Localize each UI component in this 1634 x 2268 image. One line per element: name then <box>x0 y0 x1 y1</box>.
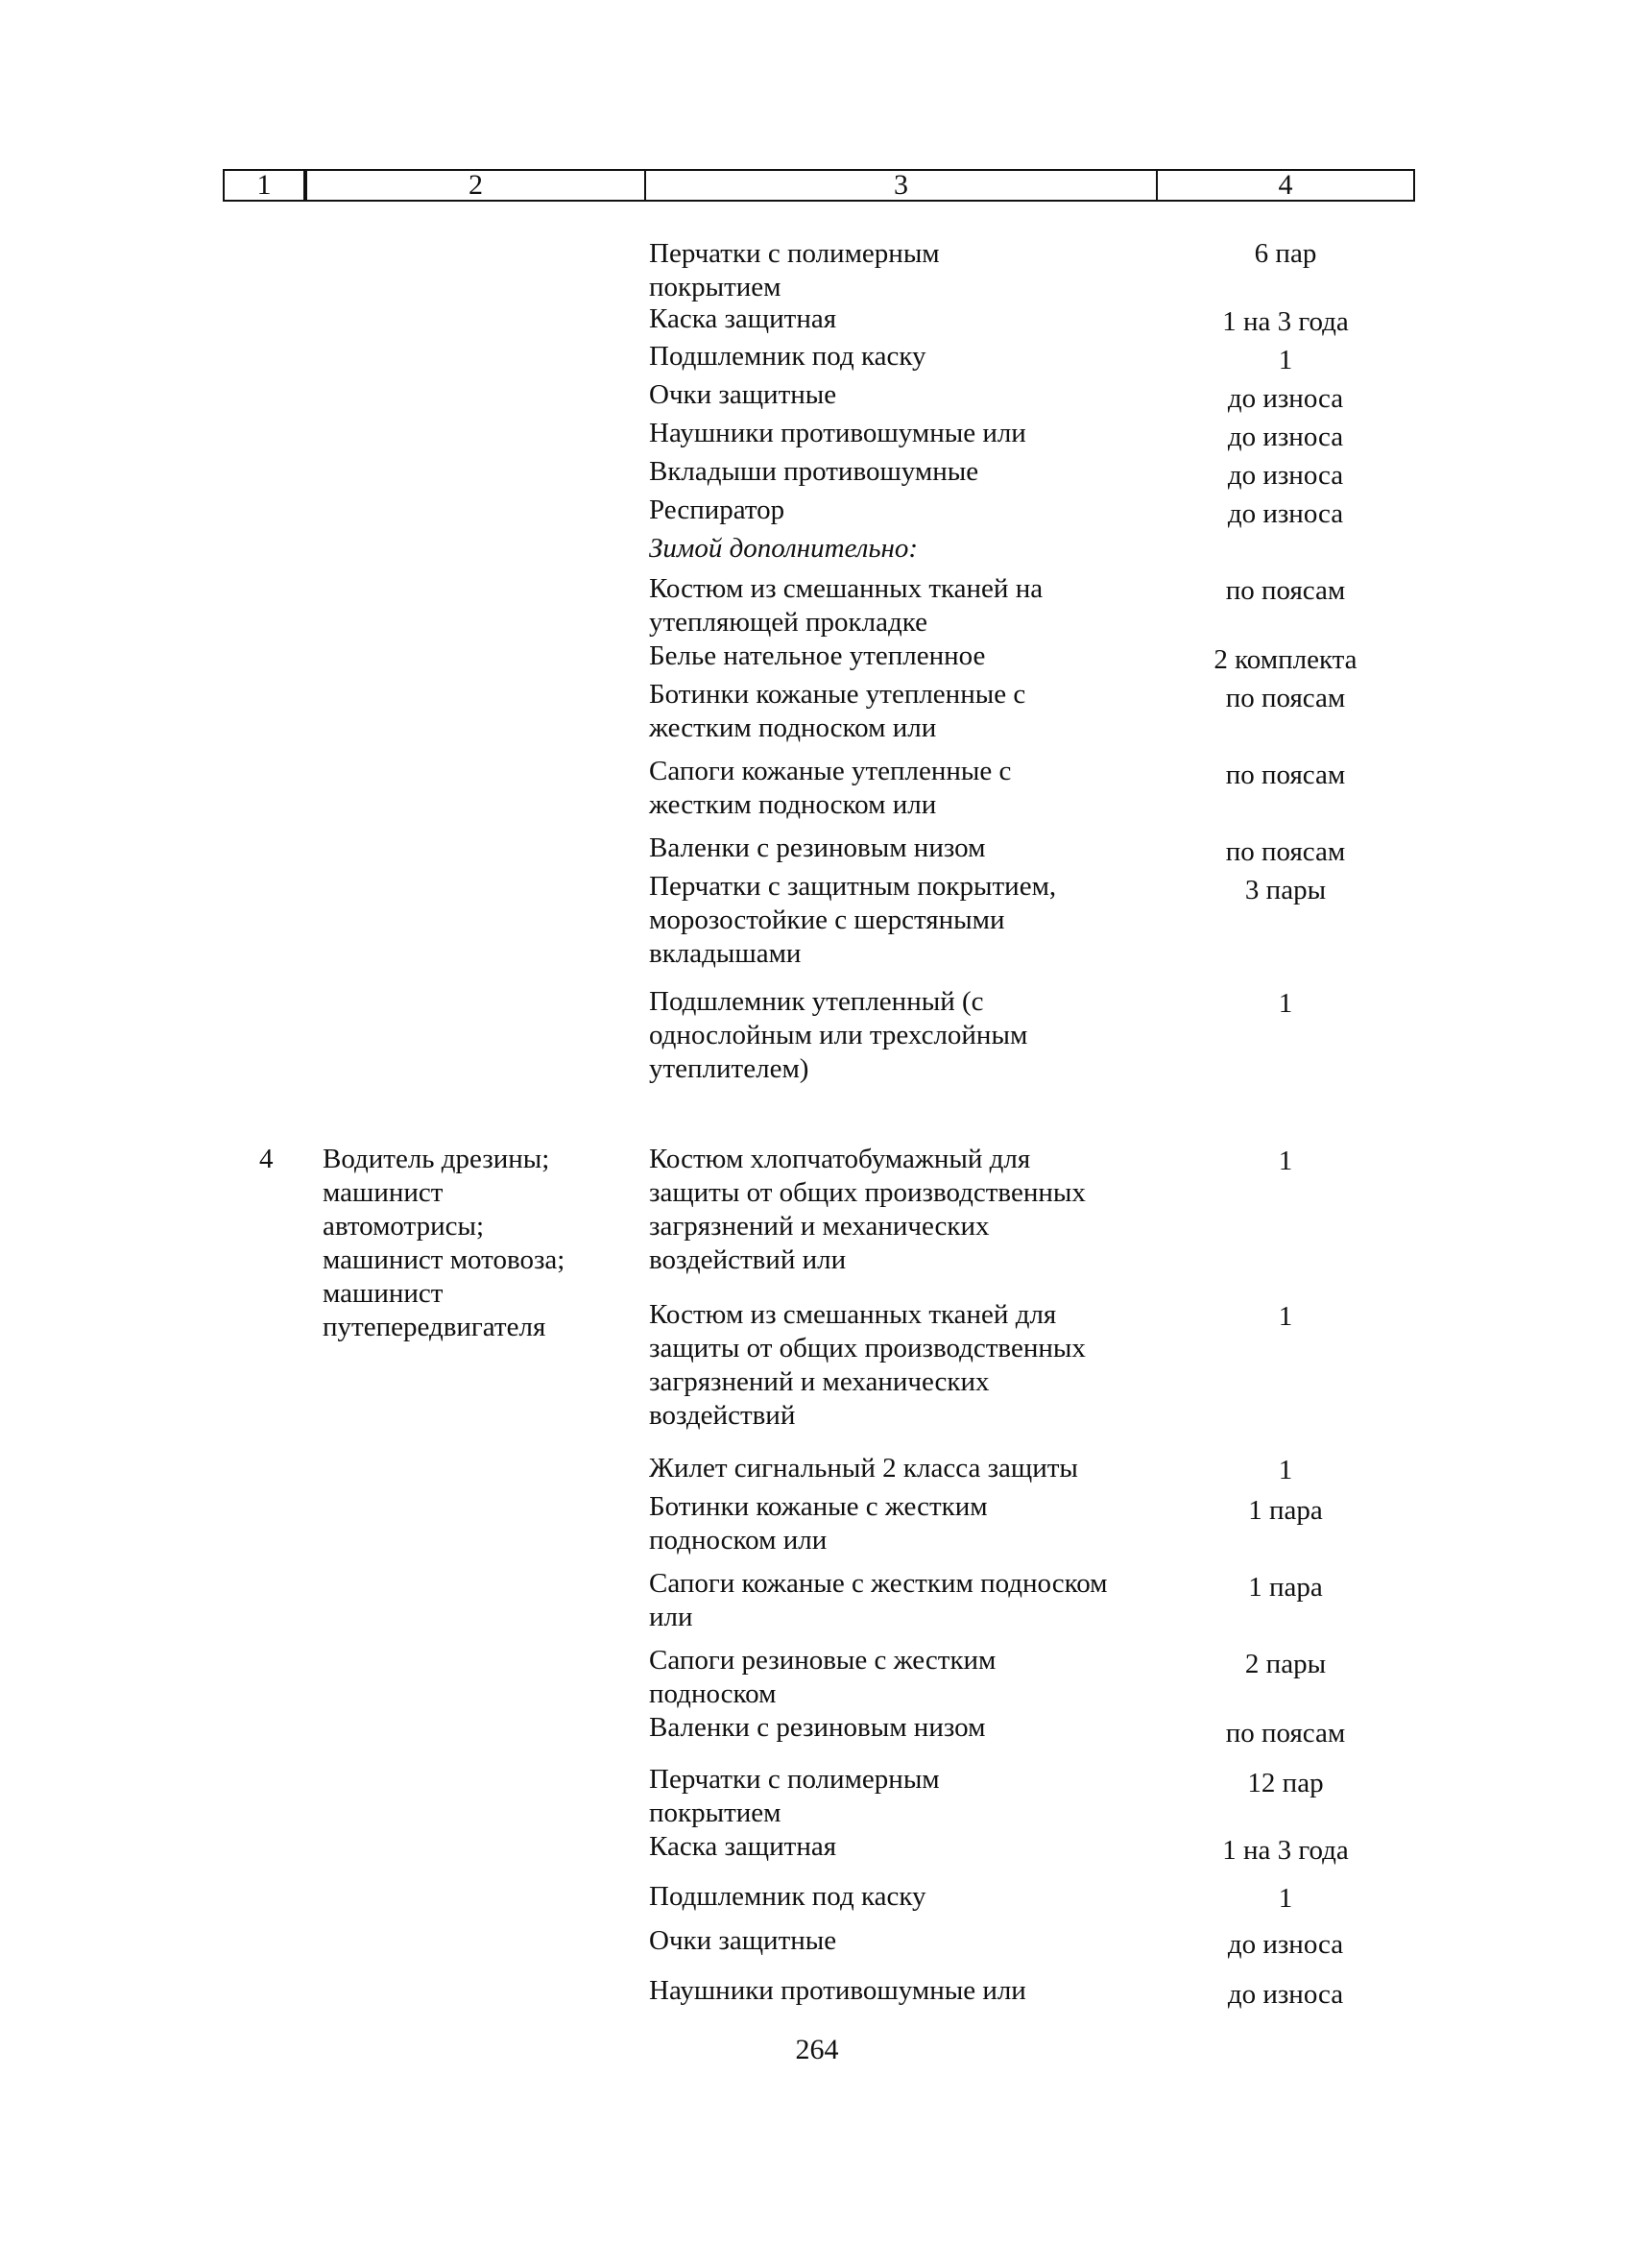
item-norm: до износа <box>1227 383 1344 414</box>
header-col-4: 4 <box>1156 169 1415 202</box>
item-name: Очки защитные <box>649 1925 837 1956</box>
item-norm: по поясам <box>1225 836 1346 867</box>
item-norm: до износа <box>1227 1929 1344 1960</box>
item-name: Валенки с резиновым низом <box>649 832 986 863</box>
item-name: Подшлемник под каску <box>649 1881 926 1912</box>
item-name: Перчатки с полимерным покрытием <box>649 1764 940 1828</box>
item-norm: до износа <box>1227 422 1344 452</box>
item-name: Ботинки кожаные с жестким подноском или <box>649 1491 988 1556</box>
item-norm: 1 пара <box>1248 1495 1323 1526</box>
item-name: Подшлемник под каску <box>649 341 926 372</box>
item-norm: 1 <box>1278 1146 1293 1176</box>
item-name: Вкладыши противошумные <box>649 456 979 487</box>
item-name: Костюм из смешанных тканей на утепляющей прокладке <box>649 573 1044 638</box>
item-norm: 1 на 3 года <box>1222 306 1349 337</box>
item-name: Костюм из смешанных тканей для защиты от общих производственных загрязнений и механических воздействий <box>649 1299 1086 1431</box>
item-norm: 1 <box>1278 988 1293 1019</box>
item-norm: 1 <box>1278 1301 1293 1332</box>
item-name: Каска защитная <box>649 1831 837 1862</box>
item-norm: по поясам <box>1225 575 1346 606</box>
item-name: Респиратор <box>649 495 785 525</box>
row-number: 4 <box>259 1144 274 1174</box>
item-norm: 3 пары <box>1244 875 1327 905</box>
item-norm: 6 пар <box>1254 238 1317 269</box>
item-name: Белье нательное утепленное <box>649 640 986 671</box>
item-norm: 1 <box>1278 1883 1293 1914</box>
item-name: Наушники противошумные или <box>649 418 1026 448</box>
item-name: Сапоги кожаные с жестким подноском или <box>649 1568 1108 1632</box>
winter-additional-heading: Зимой дополнительно: <box>649 533 919 564</box>
item-name: Подшлемник утепленный (с однослойным или трехслойным утеплителем) <box>649 986 1028 1084</box>
item-norm: до износа <box>1227 498 1344 529</box>
item-name: Валенки с резиновым низом <box>649 1712 986 1743</box>
header-col-3: 3 <box>644 169 1158 202</box>
item-name: Костюм хлопчатобумажный для защиты от общих производственных загрязнений и механических воздействий или <box>649 1144 1086 1275</box>
item-name: Наушники противошумные или <box>649 1975 1026 2006</box>
item-name: Перчатки с полимерным покрытием <box>649 238 940 302</box>
header-col-2: 2 <box>305 169 646 202</box>
item-norm: 1 на 3 года <box>1222 1835 1349 1866</box>
item-norm: до износа <box>1227 1979 1344 2010</box>
item-name: Перчатки с защитным покрытием, морозостойкие с шерстяными вкладышами <box>649 871 1057 969</box>
item-norm: по поясам <box>1225 760 1346 790</box>
item-name: Ботинки кожаные утепленные с жестким подноском или <box>649 679 1026 743</box>
item-name: Сапоги кожаные утепленные с жестким подноском или <box>649 756 1012 820</box>
item-name: Жилет сигнальный 2 класса защиты <box>649 1453 1078 1484</box>
item-norm: по поясам <box>1225 683 1346 713</box>
item-norm: 2 комплекта <box>1213 644 1358 675</box>
item-name: Сапоги резиновые с жестким подноском <box>649 1645 997 1709</box>
item-name: Очки защитные <box>649 379 837 410</box>
item-norm: 2 пары <box>1244 1649 1327 1679</box>
profession-name: Водитель дрезины; машинист автомотрисы; машинист мотовоза; машинист путепередвигателя <box>323 1144 565 1342</box>
item-norm: 1 <box>1278 1455 1293 1485</box>
page-number: 264 <box>795 2034 839 2065</box>
header-col-1: 1 <box>223 169 305 202</box>
item-norm: 1 <box>1278 345 1293 375</box>
item-norm: 12 пар <box>1247 1768 1324 1798</box>
item-name: Каска защитная <box>649 303 837 334</box>
item-norm: 1 пара <box>1248 1572 1323 1603</box>
item-norm: по поясам <box>1225 1718 1346 1749</box>
item-norm: до износа <box>1227 460 1344 491</box>
